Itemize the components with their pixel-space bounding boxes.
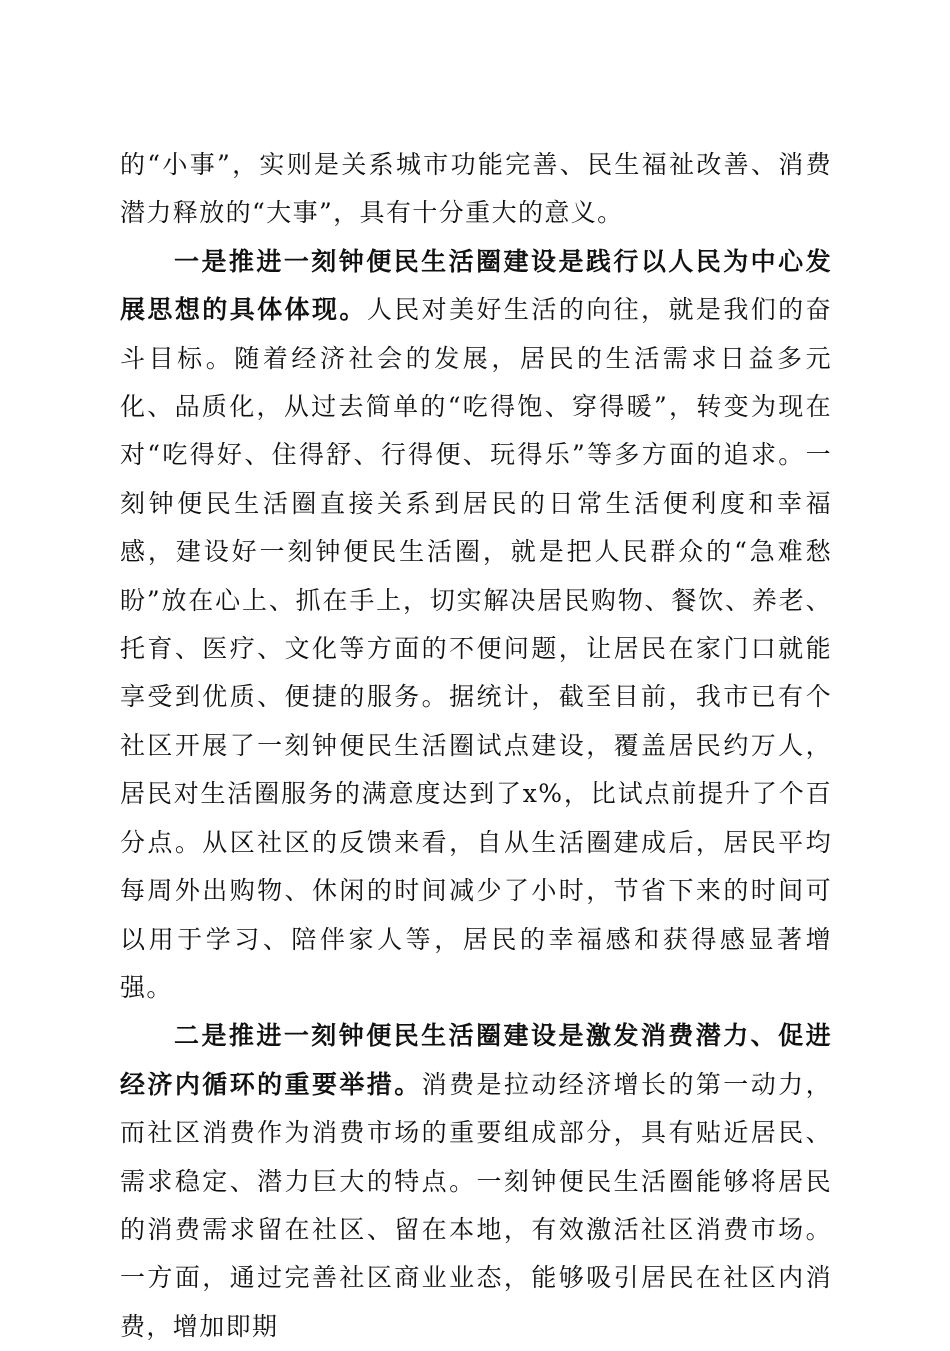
body-text (120, 141, 832, 1351)
paragraph-point-one (120, 238, 832, 1013)
paragraph-body: 消费是拉动经济增长的第一动力，而社区消费作为消费市场的重要组成部分，具有贴近居民、需求稳定、潜力巨大的特点。一刻钟便民生活圈能够将居民的消费需求留在社区、留在本地，有效激活社区消费市场。一方面，通过完善社区商业业态，能够吸引居民在社区内消费，增加即期 (120, 1069, 832, 1341)
paragraph-heading: 一是推进一刻钟便民生活圈建设是践行以人民为中心发展思想的具体体现。 (120, 246, 832, 325)
paragraph-body: 人民对美好生活的向往，就是我们的奋斗目标。随着经济社会的发展，居民的生活需求日益多元化、品质化，从过去简单的“吃得饱、穿得暖”，转变为现在对“吃得好、住得舒、行得便、玩得乐”等多方面的追求。一刻钟便民生活圈直接关系到居民的日常生活便利度和幸福感，建设好一刻钟便民生活圈，就是把人民群众的“急难愁盼”放在心上、抓在手上，切实解决居民购物、餐饮、养老、托育、医疗、文化等方面的不便问题，让居民在家门口就能享受到优质、便捷的服务。据统计，截至目前，我市已有个社区开展了一刻钟便民生活圈试点建设，覆盖居民约万人，居民对生活圈服务的满意度达到了x%，比试点前提升了个百分点。从区社区的反馈来看，自从生活圈建成后，居民平均每周外出购物、休闲的时间减少了小时，节省下来的时间可以用于学习、陪伴家人等，居民的幸福感和获得感显著增强。 (120, 295, 832, 1002)
paragraph-body: 的“小事”，实则是关系城市功能完善、民生福祉改善、消费潜力释放的“大事”，具有十分重大的意义。 (120, 150, 832, 228)
paragraph-point-two (120, 1012, 832, 1351)
paragraph-heading: 二是推进一刻钟便民生活圈建设是激发消费潜力、促进经济内循环的重要举措。 (120, 1021, 832, 1099)
paragraph-continuation (120, 141, 832, 238)
